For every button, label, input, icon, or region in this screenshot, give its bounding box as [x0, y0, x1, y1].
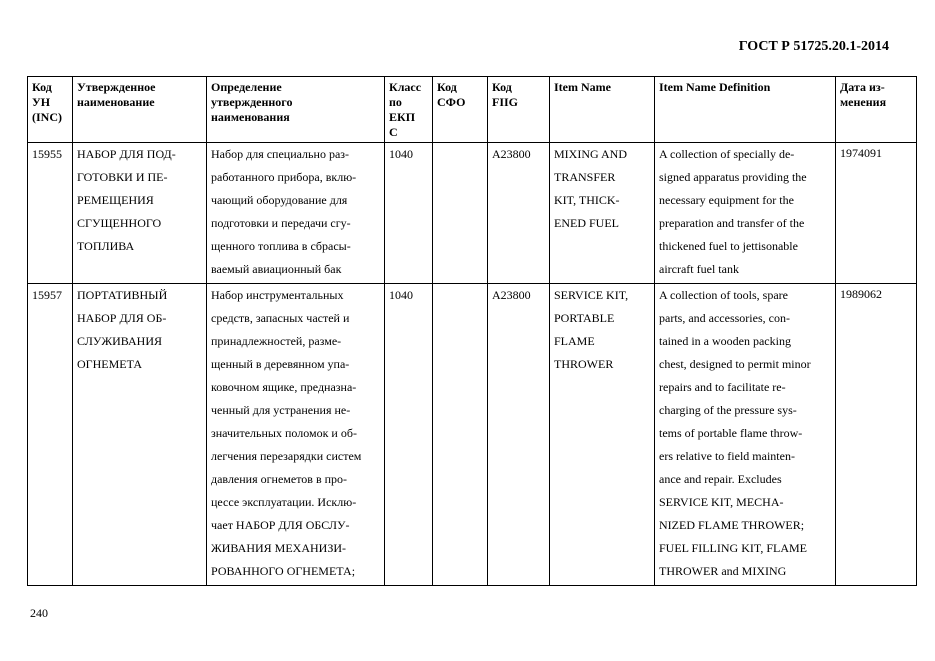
cell-text-line: THROWER [554, 357, 614, 371]
column-header-line: Код [492, 80, 512, 94]
cell-text-line: цессе эксплуатации. Исклю- [211, 495, 357, 509]
cell-item-definition [655, 284, 836, 586]
cell-definition-ru [207, 143, 385, 284]
cell-date: 1989062 [836, 284, 917, 586]
column-header-line: ЕКП [389, 110, 416, 124]
column-header-line: Утвержденное [77, 80, 156, 94]
column-header-line: FIIG [492, 95, 519, 109]
cell-text-line: PORTABLE [554, 311, 615, 325]
cell-text-line: ченный для устранения не- [211, 403, 351, 417]
cell-text-line: ОГНЕМЕТА [77, 357, 142, 371]
cell-text-line: СГУЩЕННОГО [77, 216, 162, 230]
cell-text-line: чающий оборудование для [211, 193, 348, 207]
cell-text-line: СЛУЖИВАНИЯ [77, 334, 163, 348]
cell-text-line: preparation and transfer of the [659, 216, 805, 230]
cell-text-line: легчения перезарядки систем [211, 449, 362, 463]
cell-text-line: tems of portable flame throw- [659, 426, 803, 440]
column-header-date [836, 77, 917, 143]
item-names-table [27, 76, 917, 586]
cell-text-line: ваемый авиационный бак [211, 262, 342, 276]
column-header-line: Класс [389, 80, 422, 94]
cell-text-line: ГОТОВКИ И ПЕ- [77, 170, 168, 184]
cell-text-line: parts, and accessories, con- [659, 311, 790, 325]
cell-text-line: signed apparatus providing the [659, 170, 807, 184]
cell-text-line: щенный в деревянном упа- [211, 357, 350, 371]
cell-text-line: РЕМЕЩЕНИЯ [77, 193, 154, 207]
cell-text-line: работанного прибора, вклю- [211, 170, 357, 184]
cell-text-line: SERVICE KIT, [554, 288, 629, 302]
page-number: 240 [30, 606, 48, 620]
cell-text-line: necessary equipment for the [659, 193, 794, 207]
cell-text-line: ТОПЛИВА [77, 239, 135, 253]
cell-text-line: A collection of specially de- [659, 147, 795, 161]
table-row [28, 143, 917, 284]
cell-text-line: chest, designed to permit minor [659, 357, 811, 371]
cell-text-line: ЖИВАНИЯ МЕХАНИЗИ- [211, 541, 347, 555]
cell-item-name [550, 284, 655, 586]
cell-text-line: средств, запасных частей и [211, 311, 350, 325]
cell-text-line: charging of the pressure sys- [659, 403, 797, 417]
cell-class: 1040 [385, 143, 433, 284]
cell-fiig: A23800 [488, 284, 550, 586]
cell-text-line: ковочном ящике, предназна- [211, 380, 357, 394]
cell-class: 1040 [385, 284, 433, 586]
column-header-fiig [488, 77, 550, 143]
cell-code: 15955 [28, 143, 73, 284]
column-header-line: С [389, 125, 398, 139]
column-header-line: по [389, 95, 402, 109]
cell-text-line: SERVICE KIT, MECHA- [659, 495, 784, 509]
column-header-line: Код [437, 80, 457, 94]
column-header-line: УН [32, 95, 51, 109]
cell-fiig: A23800 [488, 143, 550, 284]
column-header-sfo [433, 77, 488, 143]
cell-text-line: щенного топлива в сбрасы- [211, 239, 351, 253]
document-title: ГОСТ Р 51725.20.1-2014 [738, 39, 889, 54]
column-header-line: Дата из- [840, 80, 885, 94]
cell-sfo [433, 143, 488, 284]
cell-item-name [550, 143, 655, 284]
table-row [28, 284, 917, 586]
cell-code: 15957 [28, 284, 73, 586]
cell-text-line: значительных поломок и об- [211, 426, 357, 440]
column-header-line: менения [840, 95, 887, 109]
cell-text-line: подготовки и передачи сгу- [211, 216, 351, 230]
column-header-name-ru [73, 77, 207, 143]
cell-text-line: FLAME [554, 334, 595, 348]
cell-sfo [433, 284, 488, 586]
cell-text-line: MIXING AND [554, 147, 627, 161]
cell-text-line: FUEL FILLING KIT, FLAME [659, 541, 807, 555]
cell-text-line: чает НАБОР ДЛЯ ОБСЛУ- [211, 518, 350, 532]
cell-text-line: Набор инструментальных [211, 288, 344, 302]
column-header-definition-ru [207, 77, 385, 143]
cell-text-line: давления огнеметов в про- [211, 472, 348, 486]
table-header-row [28, 77, 917, 143]
cell-text-line: A collection of tools, spare [659, 288, 788, 302]
cell-text-line: TRANSFER [554, 170, 616, 184]
cell-text-line: thickened fuel to jettisonable [659, 239, 798, 253]
cell-definition-ru [207, 284, 385, 586]
cell-text-line: ENED FUEL [554, 216, 619, 230]
cell-text-line: ance and repair. Excludes [659, 472, 782, 486]
cell-text-line: принадлежностей, разме- [211, 334, 342, 348]
column-header-code [28, 77, 73, 143]
cell-text-line: ers relative to field mainten- [659, 449, 795, 463]
cell-text-line: tained in a wooden packing [659, 334, 791, 348]
column-header-line: СФО [437, 95, 466, 109]
column-header-line: наименование [77, 95, 155, 109]
cell-text-line: РОВАННОГО ОГНЕМЕТА; [211, 564, 356, 578]
cell-text-line: НАБОР ДЛЯ ПОД- [77, 147, 176, 161]
column-header-line: утвержденного [211, 95, 293, 109]
column-header-line: наименования [211, 110, 290, 124]
cell-text-line: aircraft fuel tank [659, 262, 739, 276]
column-header-line: (INC) [32, 110, 62, 124]
column-header-item-name [550, 77, 655, 143]
column-header-line: Item Name Definition [659, 80, 771, 94]
cell-date: 1974091 [836, 143, 917, 284]
cell-text-line: ПОРТАТИВНЫЙ [77, 288, 168, 302]
column-header-class [385, 77, 433, 143]
cell-text-line: НАБОР ДЛЯ ОБ- [77, 311, 167, 325]
cell-text-line: KIT, THICK- [554, 193, 620, 207]
column-header-line: Определение [211, 80, 282, 94]
cell-text-line: repairs and to facilitate re- [659, 380, 786, 394]
column-header-line: Item Name [554, 80, 611, 94]
cell-item-definition [655, 143, 836, 284]
cell-text-line: Набор для специально раз- [211, 147, 350, 161]
cell-name-ru [73, 284, 207, 586]
cell-text-line: THROWER and MIXING [659, 564, 787, 578]
cell-name-ru [73, 143, 207, 284]
column-header-item-definition [655, 77, 836, 143]
cell-text-line: NIZED FLAME THROWER; [659, 518, 805, 532]
column-header-line: Код [32, 80, 52, 94]
